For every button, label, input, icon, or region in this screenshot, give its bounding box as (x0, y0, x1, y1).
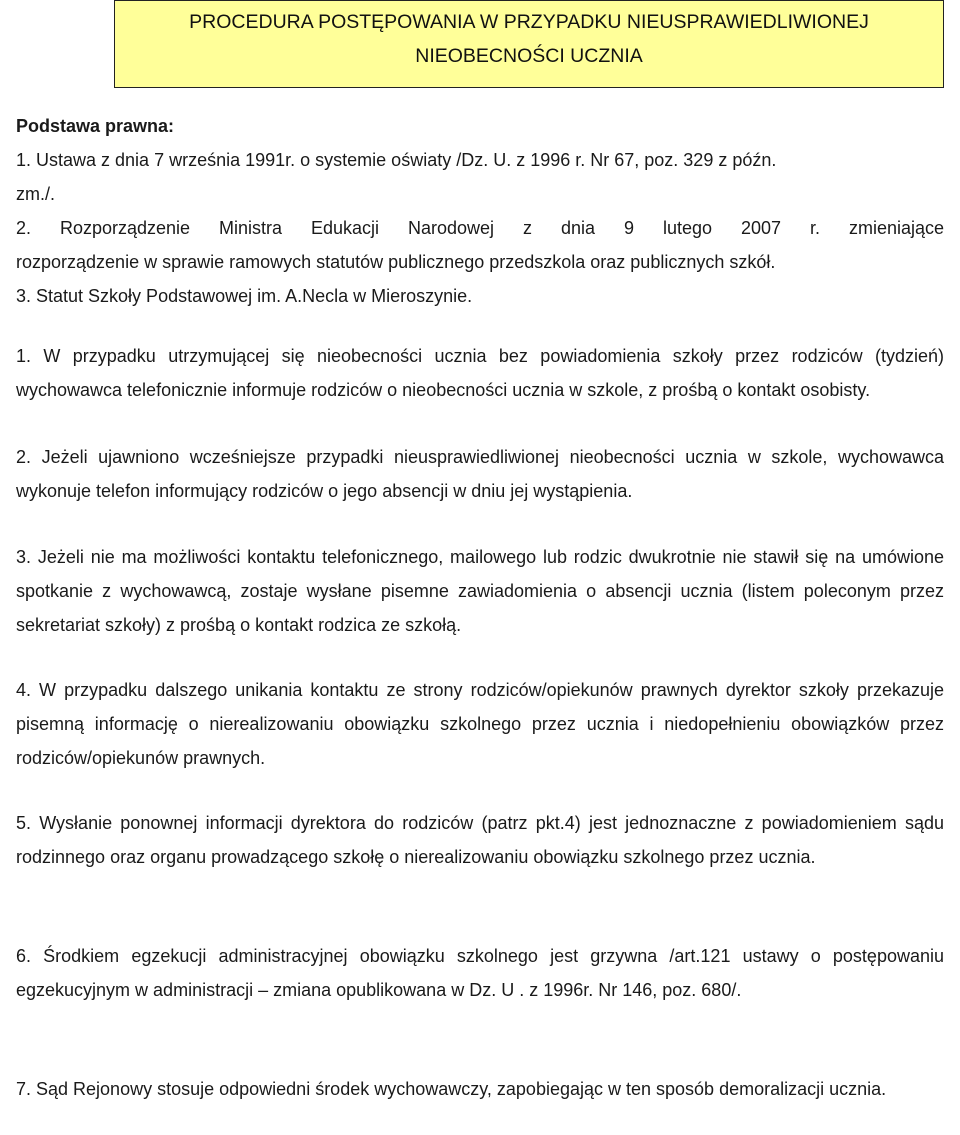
procedure-step-6 (16, 940, 944, 1008)
procedure-step-text: 7. Sąd Rejonowy stosuje odpowiedni środek wychowawczy, zapobiegając w ten sposób demoralizacji ucznia. (16, 1079, 887, 1099)
procedure-step-7 (16, 1073, 944, 1107)
procedure-step-text: 6. Środkiem egzekucji administracyjnej obowiązku szkolnego jest grzywna /art.121 ustawy o postępowaniu egzekucyjnym w administracji – zmiana opublikowana w Dz. U . z 1996r. Nr 146, poz. 680/. (16, 946, 944, 1000)
legal-basis-item: 1. Ustawa z dnia 7 września 1991r. o systemie oświaty /Dz. U. z 1996 r. Nr 67, poz. 329 z późn. (16, 150, 777, 170)
procedure-step-text: 1. W przypadku utrzymującej się nieobecności ucznia bez powiadomienia szkoły przez rodziców (tydzień) wychowawca telefonicznie informuje rodziców o nieobecności ucznia w szkole, z prośbą o kontakt osobisty. (16, 346, 944, 400)
procedure-step-5 (16, 807, 944, 875)
procedure-step-3 (16, 541, 944, 642)
procedure-step-text: 3. Jeżeli nie ma możliwości kontaktu telefonicznego, mailowego lub rodzic dwukrotnie nie stawił się na umówione spotkanie z wychowawcą, zostaje wysłane pisemne zawiadomienia o absencji ucznia (listem poleconym przez sekretariat szkoły) z prośbą o kontakt rodzica ze szkołą. (16, 547, 944, 635)
legal-basis-item: 2. Rozporządzenie Ministra Edukacji Narodowej z dnia 9 lutego 2007 r. zmieniające (16, 218, 944, 238)
legal-basis-section (16, 109, 944, 313)
procedure-step-text: 5. Wysłanie ponownej informacji dyrektora do rodziców (patrz pkt.4) jest jednoznaczne z powiadomieniem sądu rodzinnego oraz organu prowadzącego szkołę o nierealizowaniu obowiązku szkolnego przez ucznia. (16, 813, 944, 867)
legal-basis-item: zm./. (16, 184, 55, 204)
document-title-line-2: NIEOBECNOŚCI UCZNIA (415, 45, 643, 67)
document-title-line-1: PROCEDURA POSTĘPOWANIA W PRZYPADKU NIEUSPRAWIEDLIWIONEJ (189, 11, 869, 33)
procedure-step-2 (16, 441, 944, 509)
document-title-box (114, 0, 944, 88)
procedure-step-4 (16, 674, 944, 775)
procedure-step-text: 2. Jeżeli ujawniono wcześniejsze przypadki nieusprawiedliwionej nieobecności ucznia w szkole, wychowawca wykonuje telefon informujący rodziców o jego absencji w dniu jej wystąpienia. (16, 447, 944, 501)
legal-basis-heading: Podstawa prawna: (16, 116, 175, 136)
legal-basis-item: 3. Statut Szkoły Podstawowej im. A.Necla w Mieroszynie. (16, 286, 473, 306)
procedure-step-text: 4. W przypadku dalszego unikania kontaktu ze strony rodziców/opiekunów prawnych dyrektor szkoły przekazuje pisemną informację o nierealizowaniu obowiązku szkolnego przez ucznia i niedopełnieniu obowiązków przez rodziców/opiekunów prawnych. (16, 680, 944, 768)
procedure-step-1 (16, 340, 944, 408)
legal-basis-item: rozporządzenie w sprawie ramowych statutów publicznego przedszkola oraz publicznych szkół. (16, 252, 776, 272)
